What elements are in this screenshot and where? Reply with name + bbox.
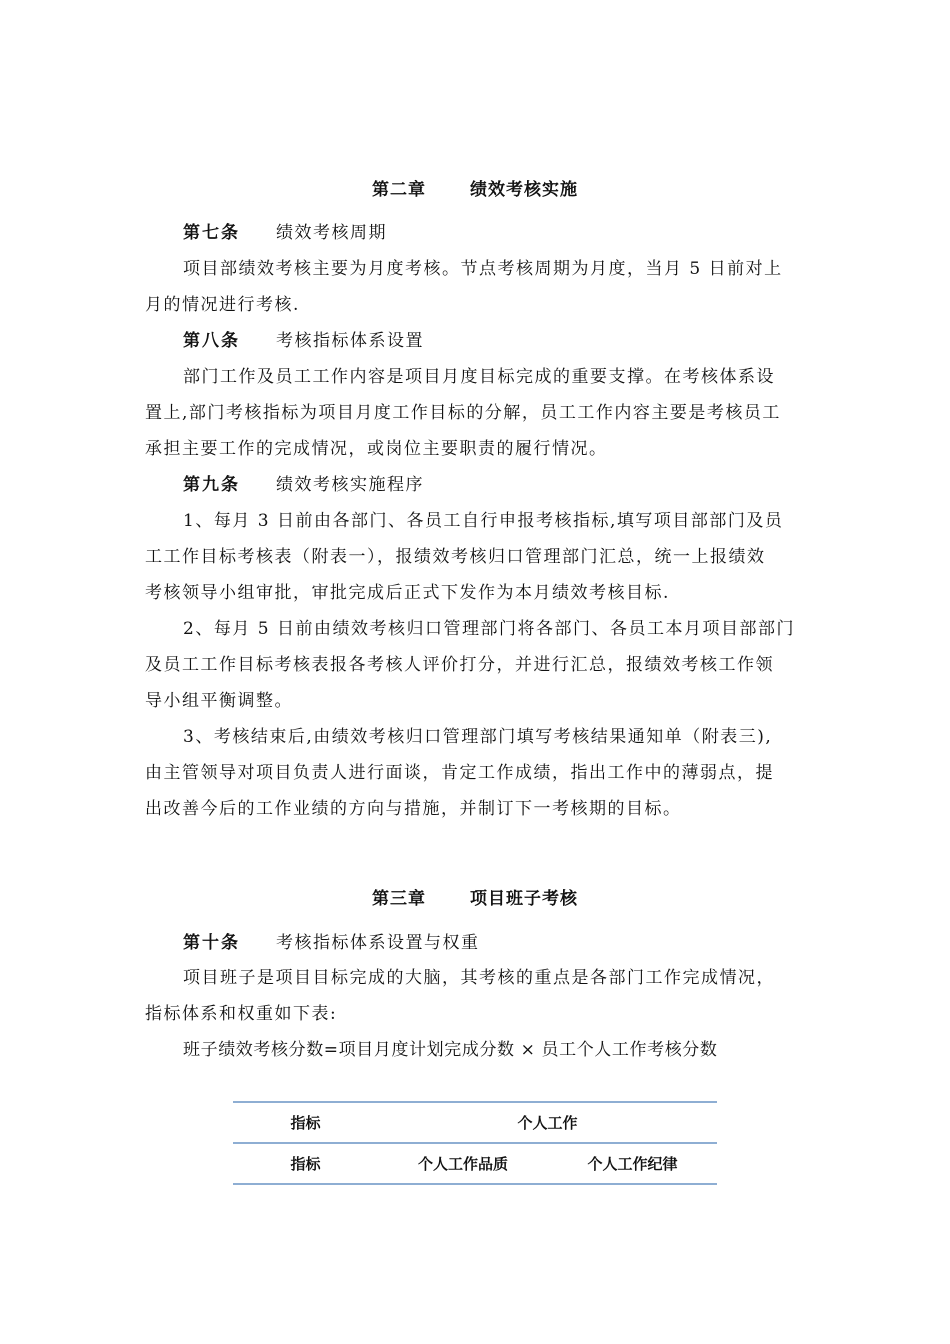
paragraph-line: 3、考核结束后,由绩效考核归口管理部门填写考核结果通知单（附表三), <box>183 727 773 747</box>
paragraph-line: 2、每月 5 日前由绩效考核归口管理部门将各部门、各员工本月项目部部门 <box>183 619 795 639</box>
paragraph-line: 部门工作及员工工作内容是项目月度目标完成的重要支撑。在考核体系设 <box>183 367 775 387</box>
paragraph-line: 1、每月 3 日前由各部门、各员工自行申报考核指标,填写项目部部门及员 <box>183 511 784 531</box>
article-9-heading: 第九条 绩效考核实施程序 <box>183 475 424 495</box>
paragraph-line: 导小组平衡调整。 <box>145 691 293 711</box>
article-7-heading: 第七条 绩效考核周期 <box>183 223 387 243</box>
paragraph-line: 月的情况进行考核. <box>145 295 300 315</box>
paragraph-line: 承担主要工作的完成情况，或岗位主要职责的履行情况。 <box>145 439 608 459</box>
paragraph-line: 指标体系和权重如下表: <box>145 1004 338 1024</box>
chapter-2-heading: 第二章 绩效考核实施 <box>372 180 578 200</box>
paragraph-line: 由主管领导对项目负责人进行面谈，肯定工作成绩，指出工作中的薄弱点，提 <box>145 763 774 783</box>
paragraph-line: 项目班子是项目目标完成的大脑，其考核的重点是各部门工作完成情况， <box>183 968 775 988</box>
table-cell: 指标 <box>233 1102 378 1143</box>
table-cell: 个人工作 <box>378 1102 717 1143</box>
table-row <box>233 1102 717 1143</box>
paragraph-line: 及员工工作目标考核表报各考核人评价打分，并进行汇总，报绩效考核工作领 <box>145 655 774 675</box>
table-cell: 个人工作品质 <box>378 1143 548 1184</box>
chapter-3-heading: 第三章 项目班子考核 <box>372 889 578 909</box>
table-cell: 个人工作纪律 <box>548 1143 717 1184</box>
score-formula: 班子绩效考核分数=项目月度计划完成分数 × 员工个人工作考核分数 <box>183 1040 718 1060</box>
paragraph-line: 工工作目标考核表（附表一），报绩效考核归口管理部门汇总，统一上报绩效 <box>145 547 766 567</box>
article-10-heading: 第十条 考核指标体系设置与权重 <box>183 933 480 953</box>
paragraph-line: 考核领导小组审批，审批完成后正式下发作为本月绩效考核目标. <box>145 583 670 603</box>
table-cell: 指标 <box>233 1143 378 1184</box>
article-8-heading: 第八条 考核指标体系设置 <box>183 331 424 351</box>
indicator-table <box>233 1101 717 1185</box>
paragraph-line: 项目部绩效考核主要为月度考核。节点考核周期为月度，当月 5 日前对上 <box>183 259 783 279</box>
paragraph-line: 置上,部门考核指标为项目月度工作目标的分解，员工工作内容主要是考核员工 <box>145 403 781 423</box>
table-row <box>233 1143 717 1184</box>
paragraph-line: 出改善今后的工作业绩的方向与措施，并制订下一考核期的目标。 <box>145 799 682 819</box>
